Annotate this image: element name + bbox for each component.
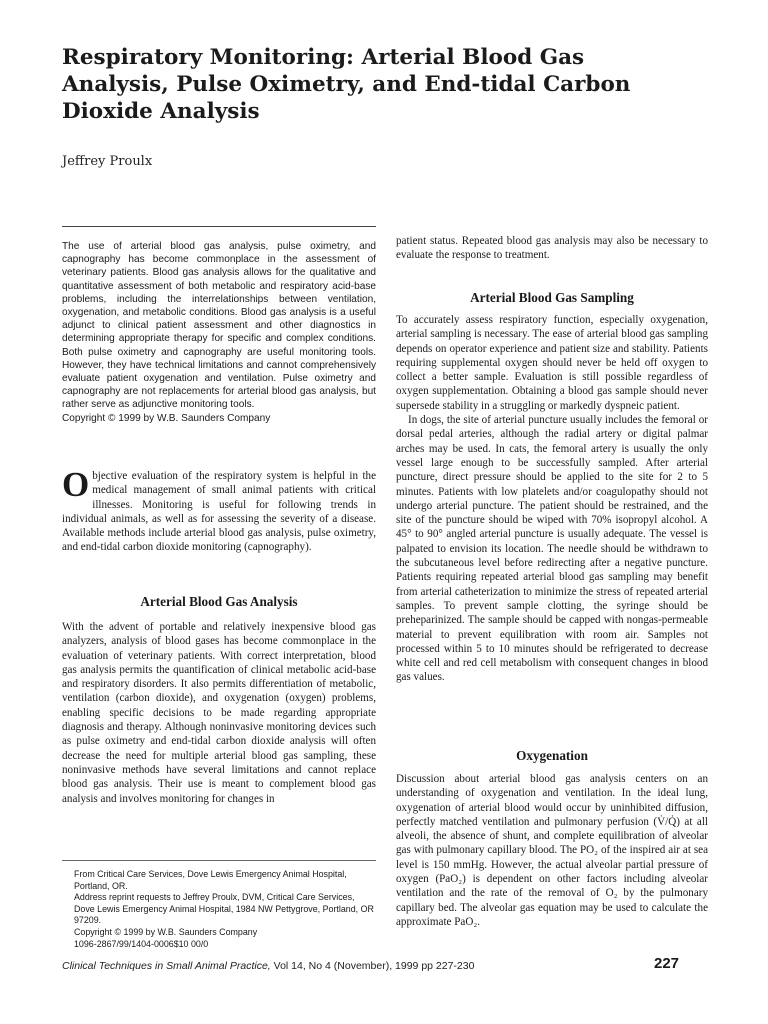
drop-cap: O bbox=[62, 465, 90, 504]
journal-volume: Vol 14, No 4 (November), 1999 pp 227-230 bbox=[273, 960, 475, 972]
abstract-copyright: Copyright © 1999 by W.B. Saunders Company bbox=[62, 412, 271, 424]
abg-paragraph: With the advent of portable and relatively inexpensive blood gas analyzers, analysis of blood gases has become commonplace in the evaluation of veterinary patients. With correct interpretation, blood gas analysis permits the quantification of clinical metabolic acid-base and respiratory disorders. It also permits differentiation of metabolic, ventilation (carbon dioxide), and oxygenation (oxygen) problems, enabling specific decisions to be made regarding appropriate diagnosis and therapy. Although noninvasive monitoring devices such as pulse oximetry and end-tidal carbon dioxide analysis will often decrease the need for multiple arterial blood gas sampling, these noninvasive methods have several limitations and cannot replace blood gas analysis. Their use is meant to complement blood gas analysis and involves monitoring for changes in bbox=[62, 621, 376, 805]
footnote-code: 1096-2867/99/1404-0006$10 00/0 bbox=[74, 938, 209, 949]
heading-arterial-blood-gas-analysis: Arterial Blood Gas Analysis bbox=[140, 594, 298, 609]
footnote-affiliation: From Critical Care Services, Dove Lewis Emergency Animal Hospital, Portland, OR. bbox=[74, 869, 347, 891]
sampling-paragraph-1: To accurately assess respiratory function, especially oxygenation, arterial sampling is necessary. The ease of arterial blood gas sampling depends on operator experience and patient size and stability. Patients requiring supplemental oxygen should never be held off oxygen to collect a better sample. Evaluation is still possible regardless of oxygen supplementation. Obtaining a blood gas sample should never supersede stability in a struggling or markedly dyspneic patient. bbox=[396, 314, 708, 412]
abstract bbox=[62, 240, 376, 425]
sampling-section-body bbox=[396, 313, 708, 685]
oxygenation-section-body bbox=[396, 772, 708, 929]
abstract-text: The use of arterial blood gas analysis, pulse oximetry, and capnography has become commonplace in the assessment of veterinary patients. Blood gas analysis allows for the qualitative and quantitative assessment of both metabolic and respiratory acid-base problems, including the interrelationships between ventilation, oxygenation, and metabolic conditions. Blood gas analysis is a useful adjunct to clinical patient assessment and other diagnostics in determining appropriate therapy for specific and complex conditions. Both pulse oximetry and capnography are useful monitoring tools. However, they have technical limitations and cannot comprehensively evaluate patient oxygenation and ventilation. Pulse oximetry and capnography are not replacements for arterial blood gas analysis, but rather serve as adjunctive monitoring tools. bbox=[62, 241, 376, 411]
heading-oxygenation: Oxygenation bbox=[516, 748, 588, 763]
article-title: Respiratory Monitoring: Arterial Blood Gas Analysis, Pulse Oximetry, and End-tidal Carbon Dioxide Analysis bbox=[62, 45, 631, 124]
abg-section-body bbox=[62, 620, 376, 806]
page-number: 227 bbox=[654, 955, 680, 972]
intro-paragraph bbox=[62, 465, 376, 555]
footnote-reprints: Address reprint requests to Jeffrey Proulx, DVM, Critical Care Services, Dove Lewis Emergency Animal Hospital, 1984 NW Pettygrove, Portland, OR 97209. bbox=[74, 892, 374, 926]
journal-citation bbox=[62, 960, 474, 972]
intro-text: bjective evaluation of the respiratory system is helpful in the medical management of small animal patients with critical illnesses. Monitoring is useful for following trends in individual animals, as well as for assessing the severity of a disease. Available methods include arterial blood gas analysis, pulse oximetry, and end-tidal carbon dioxide monitoring (capnography). bbox=[62, 470, 376, 554]
oxygenation-paragraph: Discussion about arterial blood gas analysis centers on an understanding of oxygenation and ventilation. In the ideal lung, oxygenation of arterial blood would occur by uninhibited diffusion, perfectly matched ventilation and pulmonary perfusion (V̇/Q̇) at all alveoli, the absence of shunt, and complete equilibration of alveolar gas with pulmonary capillary blood. The PO₂ of the inspired air at sea level is 150 mmHg. However, the actual alveolar partial pressure of oxygen (PaO₂) is dependent on other factors including alveolar ventilation and the rate of the removal of O₂ by the pulmonary capillary bed. The alveolar gas equation may be used to calculate the approximate PaO₂. bbox=[396, 773, 708, 928]
heading-arterial-blood-gas-sampling: Arterial Blood Gas Sampling bbox=[470, 290, 634, 305]
right-continuation bbox=[396, 234, 708, 263]
sampling-paragraph-2: In dogs, the site of arterial puncture usually includes the femoral or dorsal pedal arteries, although the radial artery or digital palmar arches may be used. In cats, the femoral artery is usually the only vessel large enough to be successfully sampled. After arterial puncture, direct pressure should be applied to the site for 2 to 5 minutes. Patients with low platelets and/or coagulopathy should not undergo arterial puncture. The patient should be restrained, and the site of the puncture should be wiped with 70% isopropyl alcohol. A 45° to 90° angled arterial puncture is usually adequate. The vessel is palpated to envision its location. The needle should be withdrawn to the subcutaneous level before redirecting after a negative puncture. Patients requiring repeated arterial blood gas sampling may benefit from arterial catheterization to minimize the stress of repeated arterial samples. To prevent sample clotting, the syringe should be preheparinized. The sample should be capped with nongas-permeable material to prevent equilibration with room air. Samples not processed within 5 to 10 minutes should be refrigerated to decrease white cell and red cell metabolism with consequent changes in blood gas values. bbox=[396, 414, 708, 684]
continuation-text: patient status. Repeated blood gas analysis may also be necessary to evaluate the response to treatment. bbox=[396, 235, 708, 262]
footnotes bbox=[62, 860, 376, 950]
abstract-divider bbox=[62, 226, 376, 227]
journal-name: Clinical Techniques in Small Animal Practice, bbox=[62, 960, 271, 972]
footnote-copyright: Copyright © 1999 by W.B. Saunders Company bbox=[74, 926, 258, 937]
author-name: Jeffrey Proulx bbox=[62, 154, 153, 169]
